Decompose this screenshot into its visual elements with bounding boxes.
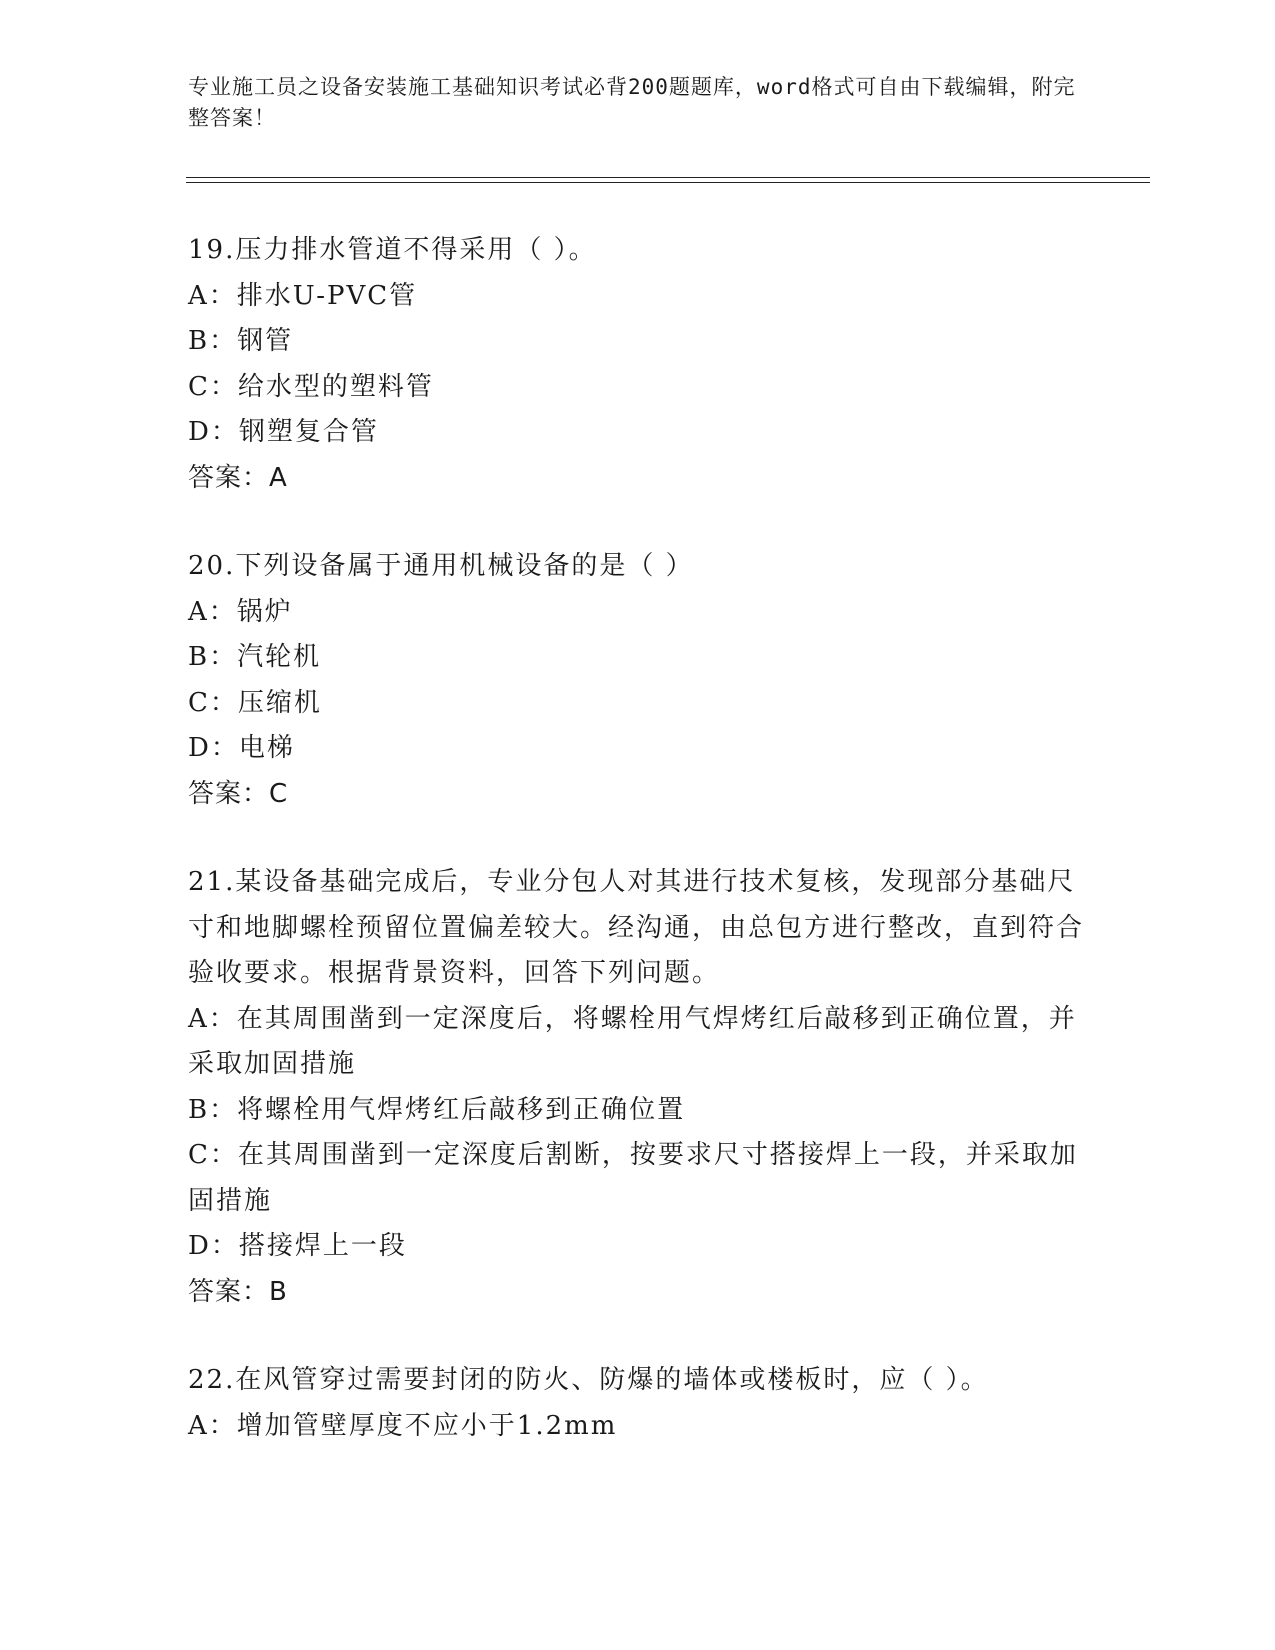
option-b: B：钢管 [188, 326, 294, 356]
document-header: 专业施工员之设备安装施工基础知识考试必背200题题库，word格式可自由下载编辑，附完整答案！ [188, 75, 1076, 130]
option-a: A：在其周围凿到一定深度后，将螺栓用气焊烤红后敲移到正确位置，并采取加固措施 [188, 1003, 1077, 1079]
option-b: B：将螺栓用气焊烤红后敲移到正确位置 [188, 1094, 686, 1125]
option-a: A：增加管壁厚度不应小于1.2mm [188, 1410, 618, 1441]
question-stem: 22.在风管穿过需要封闭的防火、防爆的墙体或楼板时，应（ ）。 [188, 1365, 989, 1395]
question-stem: 20.下列设备属于通用机械设备的是（ ） [188, 551, 694, 581]
question-22 [188, 1358, 1088, 1449]
question-stem: 19.压力排水管道不得采用（ ）。 [188, 235, 597, 265]
question-list [188, 228, 1088, 1492]
option-c: C：压缩机 [188, 687, 322, 718]
option-c: C：在其周围凿到一定深度后割断，按要求尺寸搭接焊上一段，并采取加固措施 [188, 1140, 1078, 1216]
option-b: B：汽轮机 [188, 642, 322, 672]
option-a: A：排水U-PVC管 [188, 280, 418, 311]
answer: 答案：A [188, 462, 288, 493]
option-c: C：给水型的塑料管 [188, 371, 434, 402]
option-a: A：锅炉 [188, 596, 293, 627]
question-stem: 21.某设备基础完成后，专业分包人对其进行技术复核，发现部分基础尺寸和地脚螺栓预留位置偏差较大。经沟通，由总包方进行整改，直到符合验收要求。根据背景资料，回答下列问题。 [188, 867, 1085, 988]
header-divider-top [186, 177, 1150, 178]
option-d: D：电梯 [188, 733, 295, 763]
option-d: D：钢塑复合管 [188, 417, 379, 447]
option-d: D：搭接焊上一段 [188, 1231, 407, 1261]
question-21 [188, 860, 1088, 1315]
question-20 [188, 544, 1088, 817]
question-19 [188, 228, 1088, 501]
answer: 答案：C [188, 778, 289, 809]
header-divider-bottom [186, 182, 1150, 183]
answer: 答案：B [188, 1276, 288, 1307]
